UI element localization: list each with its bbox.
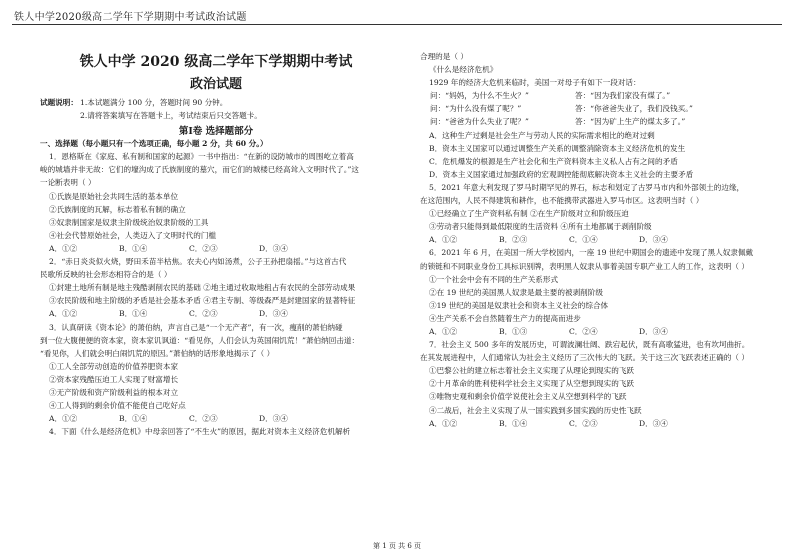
text-line: ④二战后，社会主义实现了从一国实践到多国实践的历史性飞跃 [429,405,642,415]
dialog-question: 问：“爸爸为什么失业了呢？” [430,117,529,127]
answer-option: D．③④ [639,326,668,336]
exam-subtitle: 政治试题 [189,77,242,92]
text-line: D．资本主义国家通过加强政府的宏观调控能彻底解决资本主义社会的主要矛盾 [429,169,694,179]
text-line: 2．“赤日炎炎似火烧，野田禾苗半枯焦。农夫心内如汤煮，公子王孙把扇摇。”与这首古代 [49,257,347,267]
text-line: ③劳动者只能得到最低限度的生活资料 ④所有土地都属于剥削阶级 [429,222,652,232]
text-line: ③唯物史观和剩余价值学说使社会主义从空想到科学的飞跃 [429,392,627,402]
text-line: “看见你，人们就会明白闹饥荒的原因。”萧伯纳的话形象地揭示了（ ） [40,348,275,358]
section-title: 第Ⅰ卷 选择题部分 [178,126,254,138]
answer-option: C．①④ [569,235,598,245]
text-line: 1．恩格斯在《家庭、私有制和国家的起源》一书中指出：“在新的设防城市的周围屹立着高 [49,152,354,162]
answer-option: B．①③ [499,326,528,336]
answer-option: A．①② [429,418,458,428]
answer-options [420,235,765,248]
dialog-question: 问：“为什么没有煤了呢？” [430,104,522,114]
answer-option: A．①② [49,414,78,424]
text-line: ①氏族是原始社会共同生活的基本单位 [49,191,179,201]
text-line: 5．2021 年意大利发现了罗马时期罕见的界石，标志和划定了古罗马市内和外部领土的边缘， [429,182,745,192]
answer-option: D．③④ [259,414,288,424]
text-line: 峻的城墙并非无故：它们的壕沟成了氏族制度的墓穴，而它们的城楼已经高耸入文明时代了。”这 [40,165,360,175]
text-line: ④生产关系不会自然随着生产力的提高而进步 [429,313,581,323]
left-question-body [40,152,392,440]
answer-option: B．①④ [119,414,148,424]
answer-option: A．①② [429,326,458,336]
text-line: ②在 19 世纪的美国黑人奴隶是最主要的被剥削阶级 [429,287,603,297]
answer-option: B．②③ [499,235,528,245]
text-line: ③无产阶级和资产阶级利益的根本对立 [49,387,179,397]
running-header: 铁人中学2020级高二学年下学期期中考试政治试题 [14,12,247,23]
text-line: 在这范围内，人民不得建筑和耕作，也不能携带武器进入罗马市区。这表明当时（ ） [420,196,704,206]
right-question-body [420,131,765,432]
exam-title: 铁人中学 2020 级高二学年下学期期中考试 [79,54,353,70]
answer-options [40,414,392,427]
dialog-answer: 答：“因为我们家没有煤了。” [575,91,671,101]
left-column [40,52,392,440]
part-heading: 一、选择题（每小题只有一个选项正确，每小题 2 分，共 60 分。） [40,139,268,149]
dialog-block [420,91,765,130]
answer-option: B．①④ [499,418,528,428]
answer-option: A．①② [429,235,458,245]
answer-option: D．③④ [639,418,668,428]
text-line: 6．2021 年 6 月，在美国一所大学校园内，一座 19 世纪中期国会的遗迹中发现了黑人奴隶佩戴 [429,248,754,258]
answer-option: C．②③ [189,414,218,424]
header-rule [12,24,782,25]
answer-option: A．①② [49,309,78,319]
text-line: 在其发展进程中，人们通常认为社会主义经历了三次伟大的飞跃。关于这三次飞跃表述正确的（ ） [420,353,749,363]
notes-text-2: 2.请将答案填写在答题卡上，考试结束后只交答题卡。 [80,111,262,121]
answer-options [40,309,392,322]
text-line: ③19 世纪的美国是奴隶社会和资本主义社会的综合体 [429,300,609,310]
text-line: ①工人全部劳动创造的价值养肥资本家 [49,361,179,371]
answer-option: C．②④ [569,326,598,336]
text-line: 1929 年的经济大危机来临时，美国一对母子有如下一段对话： [429,78,641,88]
text-line: ③农民阶级和地主阶级的矛盾是社会基本矛盾 ④君主专制、等级森严是封建国家的显著特征 [49,296,356,306]
text-line: ①已经确立了生产资料私有制 ②在生产阶级对立和阶级压迫 [429,209,629,219]
text-line: 一论断表明（ ） [40,178,96,188]
answer-options [40,244,392,257]
right-column [420,52,765,432]
answer-option: C．②③ [189,309,218,319]
text-line: ④社会代替原始社会，人类迈入了文明时代的门槛 [49,230,217,240]
text-line: ①一个社会中会有不同的生产关系形式 [429,274,559,284]
text-line: ④工人得到的剩余价值不能使自己吃好点 [49,401,186,411]
notes-line-1 [40,98,392,111]
answer-options [420,327,765,340]
dialog-answer: 答：“因为矿上生产的煤太多了。” [575,117,686,127]
text-line: B．资本主义国家可以通过调整生产关系的调整消除资本主义经济危机的发生 [429,143,686,153]
text-line: 4．下面《什么是经济危机》中母亲回答了“不生火”的原因，据此对资本主义经济危机解析 [49,427,351,437]
answer-option: D．③④ [259,243,288,253]
dialog-row [420,117,765,130]
text-line: C．危机爆发的根源是生产社会化和生产资料资本主义私人占有之间的矛盾 [429,156,678,166]
notes-text-1: 1.本试题满分 100 分，答题时间 90 分钟。 [80,98,228,107]
dialog-row [420,104,765,117]
text-line: 民歌所反映的社会形态相符合的是（ ） [40,270,172,280]
page-footer: 第 1 页 共 6 页 [372,542,422,550]
text-line: 合理的是（ ） [420,52,468,61]
text-line: 《什么是经济危机》 [429,65,498,75]
text-line: ②氏族制度的瓦解，标志着私有制的确立 [49,204,186,214]
text-line: 3．认真研读《资本论》的萧伯纳，声言自己是“一个无产者”，有一次，瘦削的萧伯纳碰 [49,322,343,332]
answer-option: B．①④ [119,309,148,319]
text-line: 到一位大腹便便的资本家，资本家讥讽道：“看见你，人们会认为英国闹饥荒！”萧伯纳回击道： [40,335,360,345]
answer-option: A．①② [49,243,78,253]
text-line: ②资本家残酷压迫工人实现了财富增长 [49,374,179,384]
notes-label: 试题说明： [40,98,78,107]
answer-option: D．③④ [639,235,668,245]
answer-option: D．③④ [259,309,288,319]
answer-options [420,419,765,432]
answer-option: C．②③ [569,418,598,428]
text-line: A．这种生产过剩是社会生产与劳动人民的实际需求相比的绝对过剩 [429,130,655,140]
text-line: ②十月革命的胜利使科学社会主义实现了从空想到现实的飞跃 [429,379,635,389]
notes-line-2 [40,111,392,124]
text-line: ③奴隶制国家是奴隶主阶级统治奴隶阶级的工具 [49,217,209,227]
answer-option: C．②③ [189,243,218,253]
text-line: ①封建土地所有制是地主残酷剥削农民的基础 ②地主通过收取地租占有农民的全部劳动成果 [49,283,356,293]
text-line: ①巴黎公社的建立标志着社会主义实现了从理论到现实的飞跃 [429,366,635,376]
text-line: 的锁链和不同职业身份工具标识别牌，表明黑人奴隶从事着美国专职产业工人的工作，这表明（ ） [420,261,749,271]
dialog-answer: 答：“你爸爸失业了，我们没钱买。” [575,104,693,114]
answer-option: B．①④ [119,243,148,253]
text-line: 7．社会主义 500 多年的发展历史，可谓波澜壮阔、跌宕起伏，既有高歌猛进，也有坎坷曲折。 [429,340,750,350]
right-question-body-top [420,52,765,91]
dialog-question: 问：“妈妈，为什么不生火？” [430,91,529,101]
dialog-row [420,91,765,104]
